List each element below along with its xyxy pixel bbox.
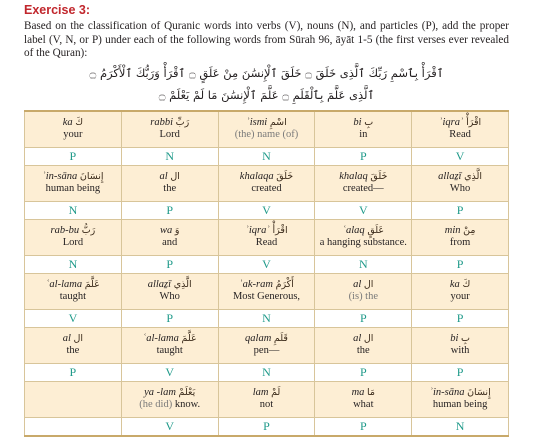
gloss: Lord — [159, 129, 180, 140]
gloss: taught — [59, 291, 87, 302]
pos-label: P — [121, 309, 218, 327]
pos-label: P — [121, 255, 218, 273]
quran-verse-line-1: ٱقْرَأْ بِٱسْمِ رَبِّكَ ٱلَّذِى خَلَقَ ۝ خَلَقَ ٱلْإِنسَٰنَ مِنْ عَلَقٍ ۝ ٱقْرَأْ وَرَبُّكَ ٱلْأَكْرَمُ ۝ — [89, 65, 444, 80]
word-gloss-line — [412, 345, 508, 357]
pos-label: N — [218, 147, 315, 165]
pos-label: V — [218, 201, 315, 219]
word-classification-table — [24, 110, 509, 437]
word-gloss-line — [219, 399, 315, 411]
transliteration: ka — [449, 279, 460, 290]
word-transliteration-line — [315, 279, 411, 291]
arabic-word: قَلَمِ — [273, 333, 288, 344]
word-transliteration-line — [25, 333, 121, 345]
word-gloss-line — [25, 237, 121, 249]
word-cell — [315, 273, 412, 309]
word-transliteration-line — [412, 117, 508, 129]
transliteration: al — [62, 333, 71, 344]
word-cell — [412, 381, 509, 417]
word-transliteration-line — [219, 225, 315, 237]
word-cell — [412, 327, 509, 363]
arabic-word: ال — [73, 333, 84, 344]
word-transliteration-line — [25, 117, 121, 129]
gloss-implied: (is) the — [348, 291, 379, 302]
word-row — [25, 273, 509, 309]
pos-label: P — [25, 363, 122, 381]
exercise-title: Exercise 3: — [24, 3, 91, 17]
gloss: with — [450, 345, 470, 356]
label-row — [25, 363, 509, 381]
transliteration: ʿal-lama — [142, 333, 179, 344]
gloss: your — [63, 129, 83, 140]
arabic-word: الَّذِي — [464, 171, 483, 182]
word-cell — [218, 219, 315, 255]
pos-label: P — [315, 147, 412, 165]
transliteration: rabbi — [150, 117, 173, 128]
word-transliteration-line — [315, 387, 411, 399]
word-gloss-line — [25, 129, 121, 141]
arabic-word: اسْمِ — [269, 117, 287, 128]
word-gloss-line — [315, 183, 411, 195]
word-gloss-line — [219, 129, 315, 141]
word-cell — [218, 165, 315, 201]
word-cell — [25, 381, 122, 417]
arabic-word: إِنسَانَ — [79, 171, 104, 182]
pos-label: V — [121, 363, 218, 381]
word-transliteration-line — [219, 333, 315, 345]
pos-label: P — [412, 363, 509, 381]
pos-label: P — [315, 363, 412, 381]
word-gloss-line — [315, 345, 411, 357]
word-cell — [121, 219, 218, 255]
word-row — [25, 111, 509, 148]
gloss-implied: (he did) — [139, 399, 173, 410]
pos-label: V — [25, 309, 122, 327]
gloss: created— — [342, 183, 384, 194]
word-transliteration-line — [315, 333, 411, 345]
word-gloss-line — [412, 399, 508, 411]
arabic-word: اقْرَأْ — [272, 225, 288, 236]
transliteration: ʾiqraʾ — [439, 117, 464, 128]
word-row — [25, 165, 509, 201]
word-cell — [412, 219, 509, 255]
gloss: know. — [174, 399, 201, 410]
word-gloss-line — [122, 183, 218, 195]
transliteration: bi — [450, 333, 459, 344]
arabic-word: كَ — [75, 117, 84, 128]
pos-label: P — [412, 255, 509, 273]
gloss: created — [251, 183, 282, 194]
arabic-word: ال — [363, 333, 374, 344]
gloss-implied: (the) name (of) — [234, 129, 299, 140]
word-transliteration-line — [122, 333, 218, 345]
pos-label: P — [315, 309, 412, 327]
word-gloss-line — [122, 345, 218, 357]
transliteration: allaẕī — [147, 279, 172, 290]
word-transliteration-line — [412, 279, 508, 291]
transliteration: wa — [159, 225, 173, 236]
pos-label: V — [121, 417, 218, 436]
word-transliteration-line — [219, 117, 315, 129]
word-transliteration-line — [122, 225, 218, 237]
transliteration: qalam — [245, 333, 272, 344]
transliteration: ʾiqraʾ — [245, 225, 270, 236]
transliteration: khalaqa — [239, 171, 274, 182]
arabic-word: اقْرَأْ — [466, 117, 482, 128]
pos-label: N — [412, 417, 509, 436]
pos-label — [25, 417, 122, 436]
word-gloss-line — [122, 129, 218, 141]
word-transliteration-line — [219, 171, 315, 183]
arabic-word: رَبِّ — [175, 117, 190, 128]
pos-label: N — [25, 255, 122, 273]
gloss: Who — [449, 183, 471, 194]
word-cell — [412, 273, 509, 309]
pos-label: P — [121, 201, 218, 219]
gloss: Read — [255, 237, 278, 248]
transliteration: al — [353, 279, 362, 290]
word-cell — [25, 165, 122, 201]
pos-label: P — [315, 417, 412, 436]
arabic-word: مَا — [367, 387, 376, 398]
gloss: Read — [449, 129, 471, 140]
transliteration: min — [444, 225, 461, 236]
arabic-word: يَعْلَمْ — [178, 387, 196, 398]
gloss: human being — [432, 399, 488, 410]
transliteration: al — [353, 333, 362, 344]
gloss: the — [66, 345, 80, 356]
word-cell — [121, 111, 218, 148]
transliteration: ya -lam — [144, 387, 176, 398]
gloss: human being — [45, 183, 101, 194]
word-gloss-line — [25, 183, 121, 195]
word-gloss-line — [412, 129, 508, 141]
transliteration: allaẕī — [438, 171, 462, 182]
pos-label: N — [25, 201, 122, 219]
word-transliteration-line — [25, 225, 121, 237]
arabic-word: وَ — [174, 225, 180, 236]
word-transliteration-line — [122, 117, 218, 129]
gloss: not — [259, 399, 274, 410]
word-gloss-line — [122, 399, 218, 411]
word-cell — [412, 165, 509, 201]
word-gloss-line — [315, 129, 411, 141]
word-transliteration-line — [412, 225, 508, 237]
word-cell — [218, 327, 315, 363]
word-cell — [25, 111, 122, 148]
arabic-word: خَلَقَ — [370, 171, 388, 182]
word-cell — [121, 327, 218, 363]
transliteration: ka — [62, 117, 73, 128]
transliteration: ʾak-ram — [239, 279, 273, 290]
transliteration: ʿal-lama — [45, 279, 83, 290]
exercise-instruction: Based on the classification of Quranic words into verbs (V), nouns (N), and particles (P), add the proper label (V, N, or P) under each of the following words from Sūrah 96, āyāt 1-5 (the first verses ever revealed of the Quran): — [24, 20, 509, 59]
word-cell — [315, 219, 412, 255]
transliteration: ʾin-sāna — [429, 387, 465, 398]
transliteration: lam — [252, 387, 269, 398]
word-cell — [315, 327, 412, 363]
transliteration: bi — [353, 117, 362, 128]
word-transliteration-line — [219, 279, 315, 291]
word-gloss-line — [315, 237, 411, 249]
arabic-word: عَلَّمَ — [181, 333, 197, 344]
transliteration: ʾin-sāna — [42, 171, 78, 182]
pos-label: P — [412, 309, 509, 327]
transliteration: ʿalaq — [342, 225, 365, 236]
pos-label: N — [218, 363, 315, 381]
word-gloss-line — [219, 345, 315, 357]
label-row — [25, 255, 509, 273]
gloss: the — [356, 345, 370, 356]
word-gloss-line — [315, 399, 411, 411]
pos-label: P — [412, 201, 509, 219]
gloss: Who — [159, 291, 180, 302]
word-transliteration-line — [315, 117, 411, 129]
label-row — [25, 417, 509, 436]
word-gloss-line — [25, 291, 121, 303]
label-row — [25, 147, 509, 165]
word-gloss-line — [315, 291, 411, 303]
arabic-word: ال — [170, 171, 180, 182]
quran-verse-line-2: ٱلَّذِى عَلَّمَ بِٱلْقَلَمِ ۝ عَلَّمَ ٱلْإِنسَٰنَ مَا لَمْ يَعْلَمْ ۝ — [158, 87, 375, 102]
word-cell — [121, 165, 218, 201]
word-gloss-line — [412, 237, 508, 249]
transliteration: al — [159, 171, 168, 182]
word-transliteration-line — [122, 279, 218, 291]
pos-label: N — [218, 309, 315, 327]
arabic-word: إِنسَانَ — [467, 387, 491, 398]
pos-label: N — [121, 147, 218, 165]
word-cell — [25, 273, 122, 309]
gloss: Lord — [62, 237, 84, 248]
pos-label: V — [315, 201, 412, 219]
word-gloss-line — [122, 291, 218, 303]
word-cell — [218, 111, 315, 148]
word-cell — [315, 165, 412, 201]
gloss: a hanging substance. — [319, 237, 407, 248]
word-cell — [121, 381, 218, 417]
arabic-word: الَّذِي — [173, 279, 192, 290]
word-cell — [218, 381, 315, 417]
word-transliteration-line — [412, 387, 508, 399]
word-gloss-line — [219, 237, 315, 249]
arabic-word: ال — [363, 279, 374, 290]
arabic-word: بِ — [364, 117, 374, 128]
transliteration: ʾismi — [246, 117, 268, 128]
word-transliteration-line — [219, 387, 315, 399]
transliteration: khalaq — [339, 171, 368, 182]
transliteration: ma — [351, 387, 365, 398]
gloss: your — [450, 291, 470, 302]
gloss: the — [163, 183, 177, 194]
word-row — [25, 219, 509, 255]
arabic-word: خَلَقَ — [276, 171, 294, 182]
word-row — [25, 327, 509, 363]
word-transliteration-line — [122, 387, 218, 399]
word-cell — [412, 111, 509, 148]
word-cell — [25, 219, 122, 255]
word-transliteration-line — [315, 225, 411, 237]
exercise-page — [24, 0, 509, 437]
pos-label: V — [412, 147, 509, 165]
pos-label: N — [315, 255, 412, 273]
word-gloss-line — [25, 345, 121, 357]
gloss: in — [359, 129, 368, 140]
gloss: Most Generous, — [232, 291, 301, 302]
word-gloss-line — [122, 237, 218, 249]
word-transliteration-line — [412, 333, 508, 345]
word-transliteration-line — [25, 171, 121, 183]
word-gloss-line — [219, 291, 315, 303]
word-cell — [25, 327, 122, 363]
word-cell — [315, 111, 412, 148]
gloss: what — [353, 399, 374, 410]
gloss: pen— — [253, 345, 280, 356]
arabic-word: كَ — [462, 279, 471, 290]
word-row — [25, 381, 509, 417]
arabic-word: رَبُّ — [81, 225, 96, 236]
arabic-word: أَكْرَمُ — [275, 279, 294, 290]
arabic-word: عَلَّمَ — [84, 279, 100, 290]
word-transliteration-line — [25, 279, 121, 291]
gloss: from — [449, 237, 471, 248]
arabic-word: مِنْ — [463, 225, 476, 236]
word-transliteration-line — [315, 171, 411, 183]
arabic-word: عَلَقٍ — [367, 225, 385, 236]
arabic-word: لَمْ — [271, 387, 281, 398]
label-row — [25, 309, 509, 327]
arabic-word: بِ — [461, 333, 470, 344]
word-cell — [315, 381, 412, 417]
word-transliteration-line — [412, 171, 508, 183]
gloss: taught — [156, 345, 183, 356]
word-gloss-line — [412, 291, 508, 303]
word-cell — [121, 273, 218, 309]
pos-label: P — [218, 417, 315, 436]
label-row — [25, 201, 509, 219]
word-gloss-line — [219, 183, 315, 195]
gloss: and — [162, 237, 178, 248]
word-cell — [218, 273, 315, 309]
pos-label: P — [25, 147, 122, 165]
pos-label: V — [218, 255, 315, 273]
word-transliteration-line — [122, 171, 218, 183]
word-gloss-line — [412, 183, 508, 195]
transliteration: rab-bu — [50, 225, 80, 236]
